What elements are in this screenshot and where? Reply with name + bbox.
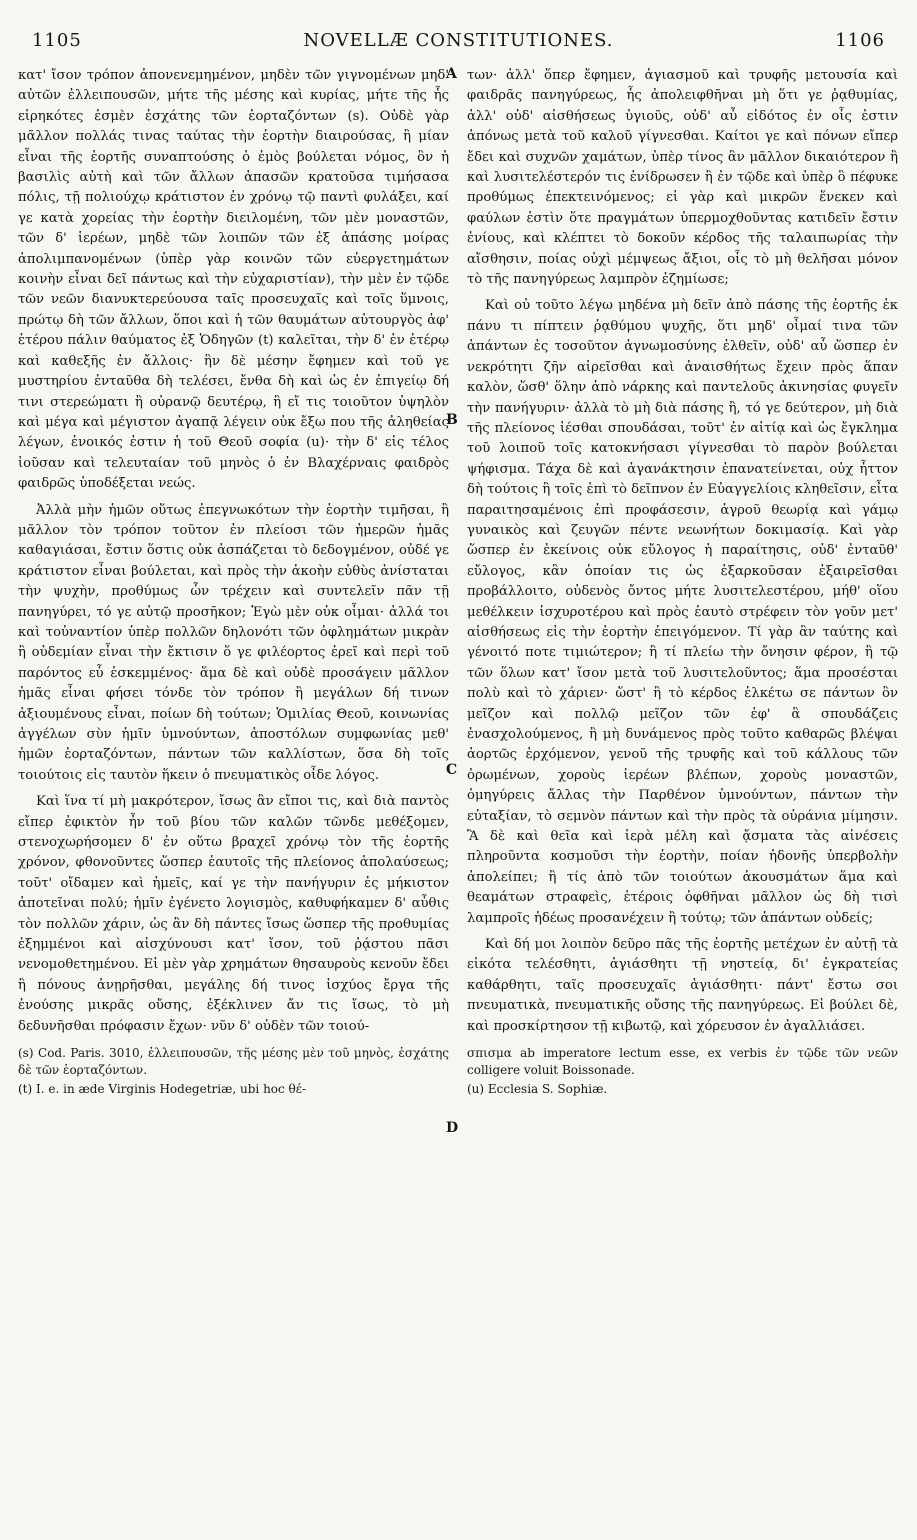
footnotes-right	[467, 1045, 898, 1098]
paragraph: κατ' ἴσον τρόπον ἀπονενεμημένον, μηδὲν τῶν γιγνομένων μηδ' αὐτῶν ἐλλειπουσῶν, μήτε τῆς μέσης καὶ κυρίας, μήτε τῆς ἧς εἰρηκότες ἐσμὲν ἐσχάτης τῶν ἑορταζόντων (s). Οὐδὲ γὰρ μᾶλλον πολλάς τινας ταύτας τὴν ἑορτὴν διαιρούσας, ἢ μίαν εἶναι τῆς ἑορτῆς συναπτούσης ὁ ἐμὸς βούλεται νόμος, ὃν ἡ βασιλὶς αὐτὴ καὶ τῶν ἄλλων ἁπασῶν κρατοῦσα τιμήσασα πόλις, τῇ πολιούχῳ κράτιστον ἐν χρόνῳ τῷ παντὶ φυλάξει, καί γε κατὰ χορείας τὴν ἑορτὴν διειλομένη, τῶν μὲν μοναστῶν, τῶν δ' ἱερέων, μηδὲ τῶν λοιπῶν τῶν ἐξ ἁπάσης μοίρας ἀπολιμπανομένων (ὑπὲρ γὰρ κοινῶν τῶν εὐεργετημάτων κοινὴν εἶναι δεῖ πάντως καὶ τὴν εὐχαριστίαν), τὴν μὲν ἐν τῷδε τῶν νεῶν διανυκτερεύουσα ταῖς προσευχαῖς καὶ τοῖς ὕμνοις, πρώτῳ δὴ τῶν ἄλλων, ὅποι καὶ ἡ τῶν θαυμάτων αὐτουργὸς ἀφ' ἑτέρου πάλιν θαύματος ἐξ Ὁδηγῶν (t) καλεῖται, τὴν δ' ἐν ἑτέρῳ καὶ καθεξῆς ἐν ἄλλοις· ἣν δὲ μέσην ἔφημεν καὶ τοῦ γε μυστηρίου ἐνταῦθα δὴ τελέσει, ἔνθα δὴ καὶ ὡς ἐν ἐπιγείῳ δή τινι στερεώματι ἢ οὐρανῷ δευτέρῳ, ἢ εἴ τις τοιοῦτον ὑψηλὸν καὶ μέγα καὶ μέγιστον ἀγαπᾷ λέγειν οὐκ ἔξω που τῆς ἀληθείας λέγων, ἐνοικός ἐστιν ἡ τοῦ Θεοῦ σοφία (u)· τὴν δ' εἰς τέλος ἰοῦσαν καὶ τελευταίαν τοῦ μηνὸς ὁ ἐν Βλαχέρναις φαιδρὸς φαιδρῶς ὑποδέξεται νεώς.	[18, 68, 449, 492]
footnote: (s) Cod. Paris. 3010, ἐλλειπουσῶν, τῆς μέσης μὲν τοῦ μηνὸς, ἐσχάτης δὲ τῶν ἑορταζόντων.	[18, 1046, 449, 1078]
left-column	[18, 66, 449, 1100]
right-column	[467, 66, 898, 1100]
running-header	[18, 30, 899, 62]
paragraph: Καὶ οὐ τοῦτο λέγω μηδένα μὴ δεῖν ἀπὸ πάσης τῆς ἑορτῆς ἐκ πάνυ τι πίπτειν ῥᾳθύμου ψυχῆς, ὅτι μηδ' οἶμαί τινα τῶν ἁπάντων ἐς τοσοῦτον ἀγνωμοσύνης ἐλθεῖν, οὐδ' αὖ ὥσπερ ἐν νεκρότητι ζῆν αἱρεῖσθαι καὶ ἀναισθήτως ἔχειν πρὸς ἅπαν καλὸν, ὥσθ' ὅλην ἀπὸ νάρκης καὶ παντελοῦς ἀκινησίας φυγεῖν τὴν πανήγυριν· ἀλλὰ τὸ μὴ διὰ πάσης ἢ, τό γε δεύτερον, μὴ διὰ τῆς πλείονος ἰέσθαι σπουδάσαι, τοῦτ' ἐν αἰτίᾳ καὶ ὡς ἔγκλημα τοῦ λοιποῦ τοῖς κατοκνήσασι γίγνεσθαι τὸ παρὸν βούλεται ψήφισμα. Τάχα δὲ καὶ ἀγανάκτησιν ἐπανατείνεται, οὐχ ἧττον δὴ τούτοις ἢ τοῖς ἐπὶ τὸ δεῖπνον ἐν Εὐαγγελίοις κληθεῖσιν, εἶτα παραιτησαμένοις ἐπὶ προφάσεσιν, ἀγροῦ θεωρίᾳ καὶ γάμῳ γυναικὸς καὶ ζευγῶν πέντε νεωνήτων δοκιμασίᾳ. Καὶ γὰρ ὥσπερ ἐν ἐκείνοις οὐκ εὔλογος ἡ παραίτησις, οὐδ' ἐνταῦθ' εὔλογος, κἂν ὁποίαν τις ὡς ἐξαρκοῦσαν ἐξαιρεῖσθαι προβάλλοιτο, οὐδενὸς ὄντος μήτε λυσιτελεστέρου, μήθ' οἵου μεθέλκειν ἰσχυροτέρου καὶ πρὸς ἑαυτὸ στρέφειν τὸν γοῦν μετ' αἰσθήσεως εἰς τὴν ἑορτὴν ἐπειγόμενον. Τί γὰρ ἂν ταύτης καὶ γένοιτό ποτε τιμιώτερον; ἢ τί πλείω τὴν ὄνησιν φέρον, ἢ τῷ τῶν ὅλων κατ' ἴσον μετὰ τοῦ λυσιτελοῦντος; ἅμα προσέσται πολὺ καὶ τὸ χάριεν· ὥστ' ἢ τὸ κέρδος ἑλκέτω σε πάντων ὂν μεῖζον καὶ πολλῷ μεῖζον τῶν ἐφ' ἃ σπουδάζεις ἐνασχολούμενος, ἢ μὴ δυνάμενος πρὸς τοῦτο καθαρῶς βλέψαι ἀορτῶς ἐρχόμενον, γενοῦ τῆς τρυφῆς καὶ τοῦ κάλλους τῶν ὁρωμένων, χοροὺς ἱερέων βλέπων, χοροὺς μοναστῶν, ὁμηγύρεις ἄλλας τὴν Παρθένον ὑμνούντων, πάντων τὴν εὐταξίαν, τὸ σεμνὸν πάντων καὶ τὴν πρὸς τὰ οὐράνια μίμησιν. Ἃ δὲ καὶ θεῖα καὶ ἱερὰ μέλη καὶ ᾄσματα τὰς αἰνέσεις πληροῦντα κοσμοῦσι τὴν ἑορτὴν, ποίαν ἡδονῆς ὑπερβολὴν ἀπολείπει; ἢ τίς ἀπὸ τῶν τοιούτων ἀκουσμάτων ἅμα καὶ θεαμάτων στραφεὶς, ἑτέροις ὀφθῆναι μᾶλλον ὡς δὴ τισὶ λαμπροῖς ἡδέως προσανέχειν ἢ τούτῳ; τῶν ἁπάντων οὐδείς;	[467, 298, 898, 926]
page-number-left: 1105	[32, 30, 82, 51]
margin-marker-d: D	[446, 1120, 459, 1136]
margin-marker-b: B	[446, 412, 458, 428]
paragraph: Καὶ ἵνα τί μὴ μακρότερον, ἴσως ἂν εἴποι τις, καὶ διὰ παντὸς εἴπερ ἐφικτὸν ἦν τοῦ βίου τῶν καλῶν τῶνδε μεθέξομεν, στενοχωρήσομεν δ' ἐν οὕτω βραχεῖ χρόνῳ τὸν τῆς ἑορτῆς χρόνον, φθονοῦντες ὥσπερ ἑαυτοῖς τῆς πλείονος ἀπολαύσεως; τοῦτ' οἴδαμεν καὶ ἡμεῖς, καί γε τὴν πανήγυριν ἐς μήκιστον ἀποτεῖναι πολύ; ἡμῖν ἐγένετο λογισμὸς, καθυφήκαμεν δ' αὖθις τὸν πολλῶν χάριν, ὡς ἂν δὴ πάντες ἴσως ὥσπερ τῆς προθυμίας ἐξημμένοι καὶ αἰσχύνουσι κατ' ἴσον, τοῦ ῥᾴστου πᾶσι νενομοθετημένου. Εἰ μὲν γὰρ χρημάτων θησαυροὺς κενοῦν ἔδει ἢ πόνους ἀνῃρῆσθαι, μεγάλης δή τινος ἰσχύος ἔργα τῆς ἐνούσης μικρᾶς οὔσης, ἐξέκλινεν ἄν τις ἴσως, τὸ μὴ δεδυνῆσθαι πρόφασιν ἔχων· νῦν δ' οὐδὲν τῶν τοιού-	[18, 794, 449, 1034]
footnote: (t) I. e. in æde Virginis Hodegetriæ, ubi hoc θέ-	[18, 1082, 307, 1097]
page-number-right: 1106	[835, 30, 885, 51]
margin-marker-a: A	[446, 66, 457, 82]
footnote: σπισμα ab imperatore lectum esse, ex verbis ἐν τῷδε τῶν νεῶν colligere voluit Boissonade.	[467, 1046, 898, 1078]
paragraph: Καὶ δή μοι λοιπὸν δεῦρο πᾶς τῆς ἑορτῆς μετέχων ἐν αὐτῇ τὰ εἰκότα τελέσθητι, ἁγιάσθητι τῇ νηστείᾳ, δι' ἐγκρατείας καθάρθητι, ταῖς προσευχαῖς ἁγιάσθητι· πάντ' ἔστω σοι πνευματικὰ, πνευματικῆς οὔσης τῆς πανηγύρεως. Εἰ βούλει δὲ, καὶ προσκίρτησον τῇ κιβωτῷ, καὶ χόρευσον ἐν ἀγαλλιάσει.	[467, 937, 898, 1034]
footnote: (u) Ecclesia S. Sophiæ.	[467, 1082, 608, 1097]
paragraph: Ἀλλὰ μὴν ἡμῶν οὕτως ἐπεγνωκότων τὴν ἑορτὴν τιμῆσαι, ἢ μᾶλλον τὸν τρόπον τοῦτον ἐν πλείοσι τῶν ἡμερῶν ἡμᾶς καθαγιάσαι, ἔστιν ὅστις οὐκ ἀσπάζεται τὸ δεδογμένον, οὐδέ γε κράτιστον εἶναι βούλεται, καὶ πρὸς τὴν ἀκοὴν εὐθὺς ἀνίσταται τὴν ψυχὴν, προθύμως ὧν τρέχειν καὶ συντελεῖν πᾶν τῇ πανηγύρει, τό γε αὐτῷ προσῆκον; Ἐγὼ μὲν οὐκ οἶμαι· ἀλλά τοι καὶ τοὐναντίον ὑπὲρ πολλῶν δηλονότι τῶν ὀφλημάτων μικρὰν ἢ οὐδεμίαν εἶναι τὴν ἔκτισιν ὅ γε φιλέορτος ἐρεῖ καὶ περὶ τοῦ παρόντος εὖ ἐσκεμμένος· ἅμα δὲ καὶ οὐδὲ προσάγειν μᾶλλον ἡμᾶς εἶναι φήσει τόνδε τὸν τρόπον ἢ μεγάλων δή τινων ἀξιουμένους εἶναι, ποίων δὴ τούτων; Ὁμιλίας Θεοῦ, κοινωνίας ἀγγέλων σὺν ἡμῖν ὑμνούντων, ἀποστόλων συμφωνίας μεθ' ἡμῶν ἑορταζόντων, πάντων τῶν καλλίστων, ὅσα δὴ τοῖς τοιούτοις εἰς ταυτὸν ἥκειν ὁ πνευματικὸς οἶδε λόγος.	[18, 502, 449, 783]
paragraph: των· ἀλλ' ὅπερ ἔφημεν, ἁγιασμοῦ καὶ τρυφῆς μετουσία καὶ φαιδρᾶς πανηγύρεως, ἧς ἀπολειφθῆναι μὴ ὅτι γε ῥᾳθυμίας, ἀλλ' οὐδ' αἰσθήσεως ὑγιοῦς, οὐδ' αὖ εἰδότος ἐν οἷς ἐστιν ἀπόνως μετὰ τοῦ καλοῦ γίγνεσθαι. Καίτοι γε καὶ πόνων εἴπερ ἔδει καὶ συχνῶν χαμάτων, ὑπὲρ τίνος ἂν μᾶλλον δικαιότερον ἢ καὶ λυσιτελέστερόν τις ἐνίδρωσεν ἢ ἐν τῷδε καὶ ὑπὲρ ὃ πέφυκε προθύμως ἐπεκτεινόμενος; εἰ γὰρ καὶ μικρῶν ἕνεκεν καὶ φαύλων ἐστὶν ὅτε πραγμάτων ὑπερμοχθοῦντας κατιδεῖν ἔστιν ἐνίους, καὶ κλέπτει τὸ δοκοῦν κέρδος τῆς ταλαιπωρίας τὴν αἴσθησιν, ποίας οὐχὶ μέμψεως ἄξιοι, οἷς τὸ μὴ θελῆσαι μόνον τὸ τῆς πανηγύρεως λαμπρὸν ἐζημίωσε;	[467, 68, 898, 288]
footnotes-left	[18, 1045, 449, 1098]
running-title: NOVELLÆ CONSTITUTIONES.	[303, 30, 614, 51]
margin-marker-c: C	[446, 762, 458, 778]
